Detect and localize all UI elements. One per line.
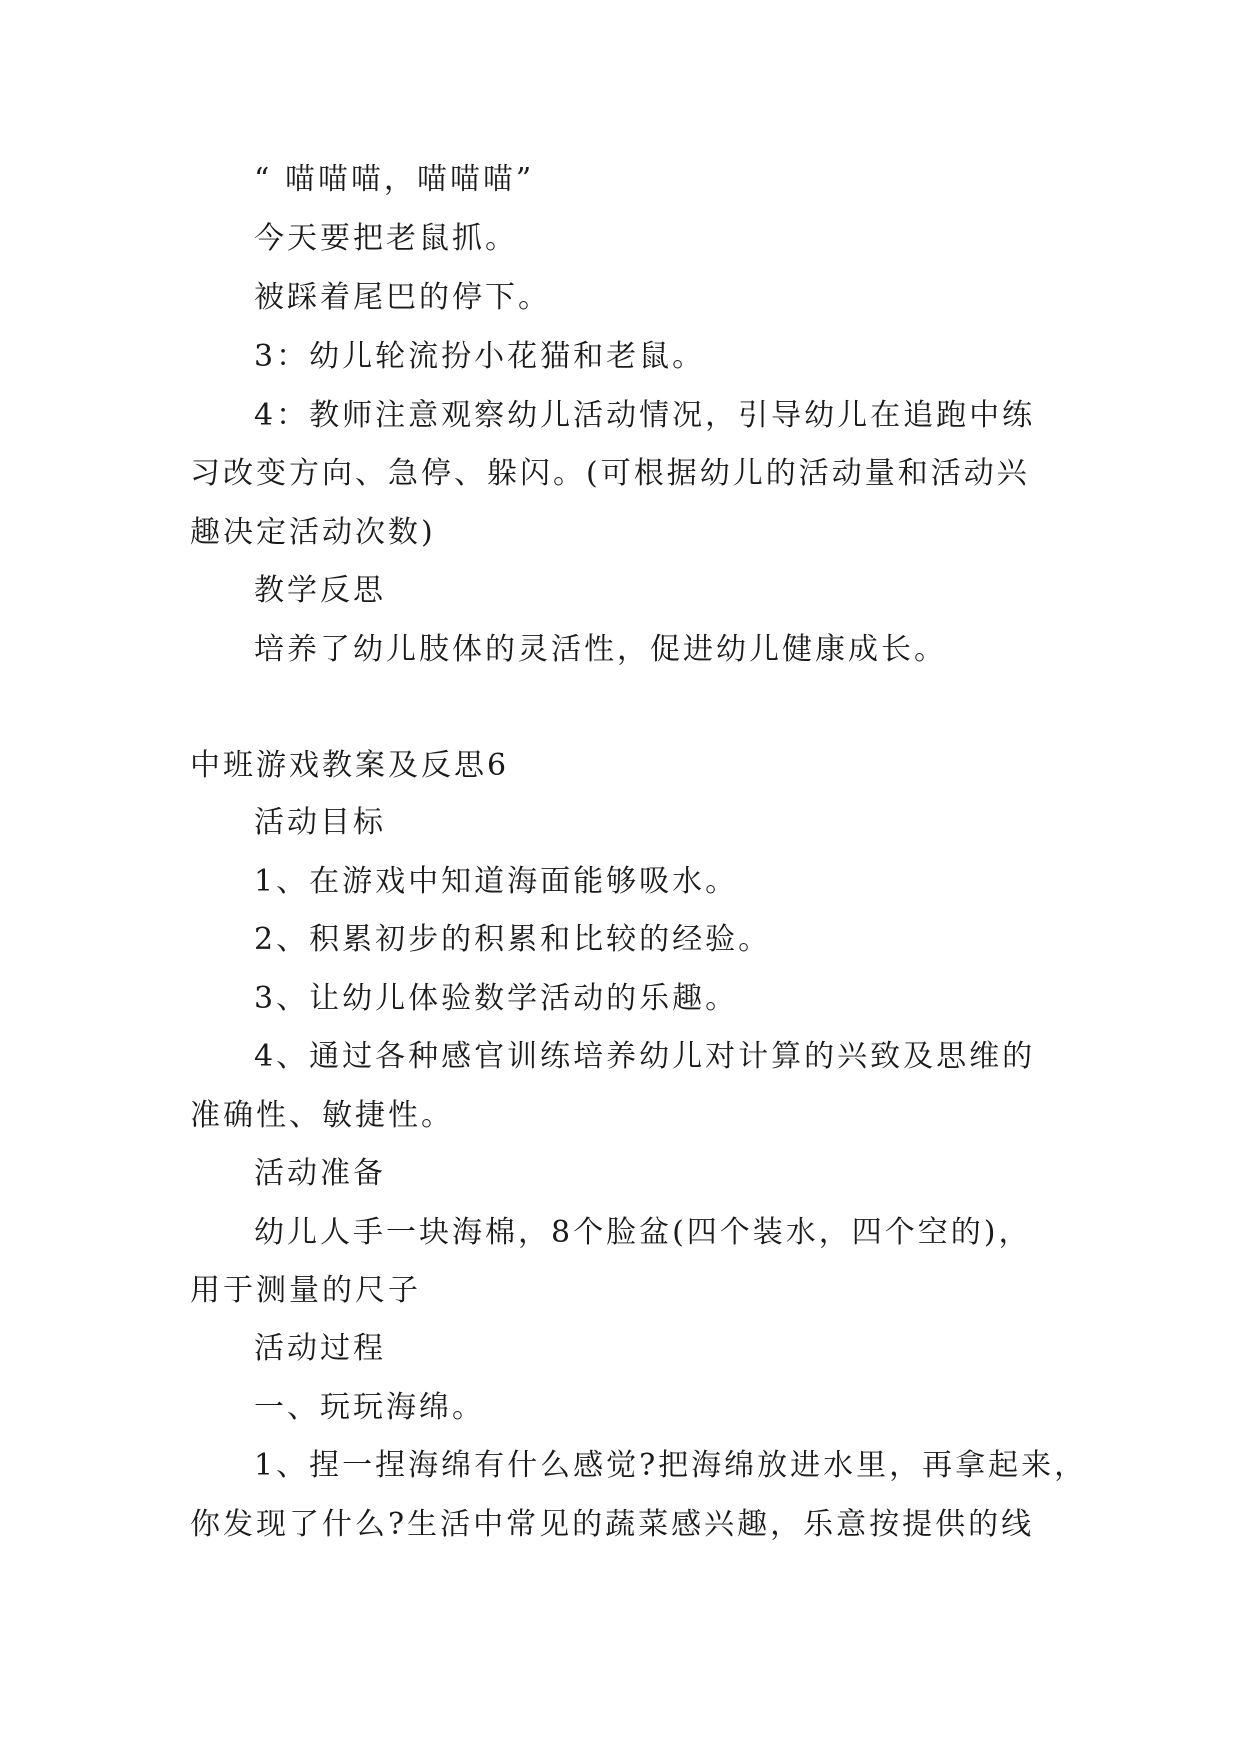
paragraph-line: 趣决定活动次数) <box>190 515 436 550</box>
paragraph-line: 4：教师注意观察幼儿活动情况，引导幼儿在追跑中练 <box>254 398 1036 433</box>
paragraph-line: 用于测量的尺子 <box>190 1273 421 1308</box>
list-item: 1、在游戏中知道海面能够吸水。 <box>254 864 739 899</box>
paragraph-line: 1、捏一捏海绵有什么感觉?把海绵放进水里，再拿起来， <box>254 1448 1088 1483</box>
list-item: 4、通过各种感官训练培养幼儿对计算的兴致及思维的 <box>254 1039 1036 1074</box>
paragraph-line: 你发现了什么?生活中常见的蔬菜感兴趣，乐意按提供的线 <box>190 1507 1035 1542</box>
list-item: 3、让幼儿体验数学活动的乐趣。 <box>254 981 739 1016</box>
paragraph-line: 一、玩玩海绵。 <box>254 1390 485 1425</box>
section-heading: 活动目标 <box>254 805 386 840</box>
paragraph-line: 今天要把老鼠抓。 <box>254 221 518 256</box>
section-heading: 活动准备 <box>254 1156 386 1191</box>
paragraph-line: “ 喵喵喵，喵喵喵” <box>254 162 535 197</box>
paragraph-line: 3：幼儿轮流扮小花猫和老鼠。 <box>254 339 706 374</box>
section-heading: 教学反思 <box>254 573 386 608</box>
section-heading: 活动过程 <box>254 1331 386 1366</box>
paragraph-line: 准确性、敏捷性。 <box>190 1098 454 1133</box>
list-item: 2、积累初步的积累和比较的经验。 <box>254 922 772 957</box>
paragraph-line: 被踩着尾巴的停下。 <box>254 280 551 315</box>
paragraph-line: 幼儿人手一块海棉，8个脸盆(四个装水，四个空的)， <box>254 1215 1032 1250</box>
paragraph-line: 培养了幼儿肢体的灵活性，促进幼儿健康成长。 <box>254 632 947 667</box>
document-title: 中班游戏教案及反思6 <box>190 748 510 783</box>
paragraph-line: 习改变方向、急停、躲闪。(可根据幼儿的活动量和活动兴 <box>190 456 1030 491</box>
